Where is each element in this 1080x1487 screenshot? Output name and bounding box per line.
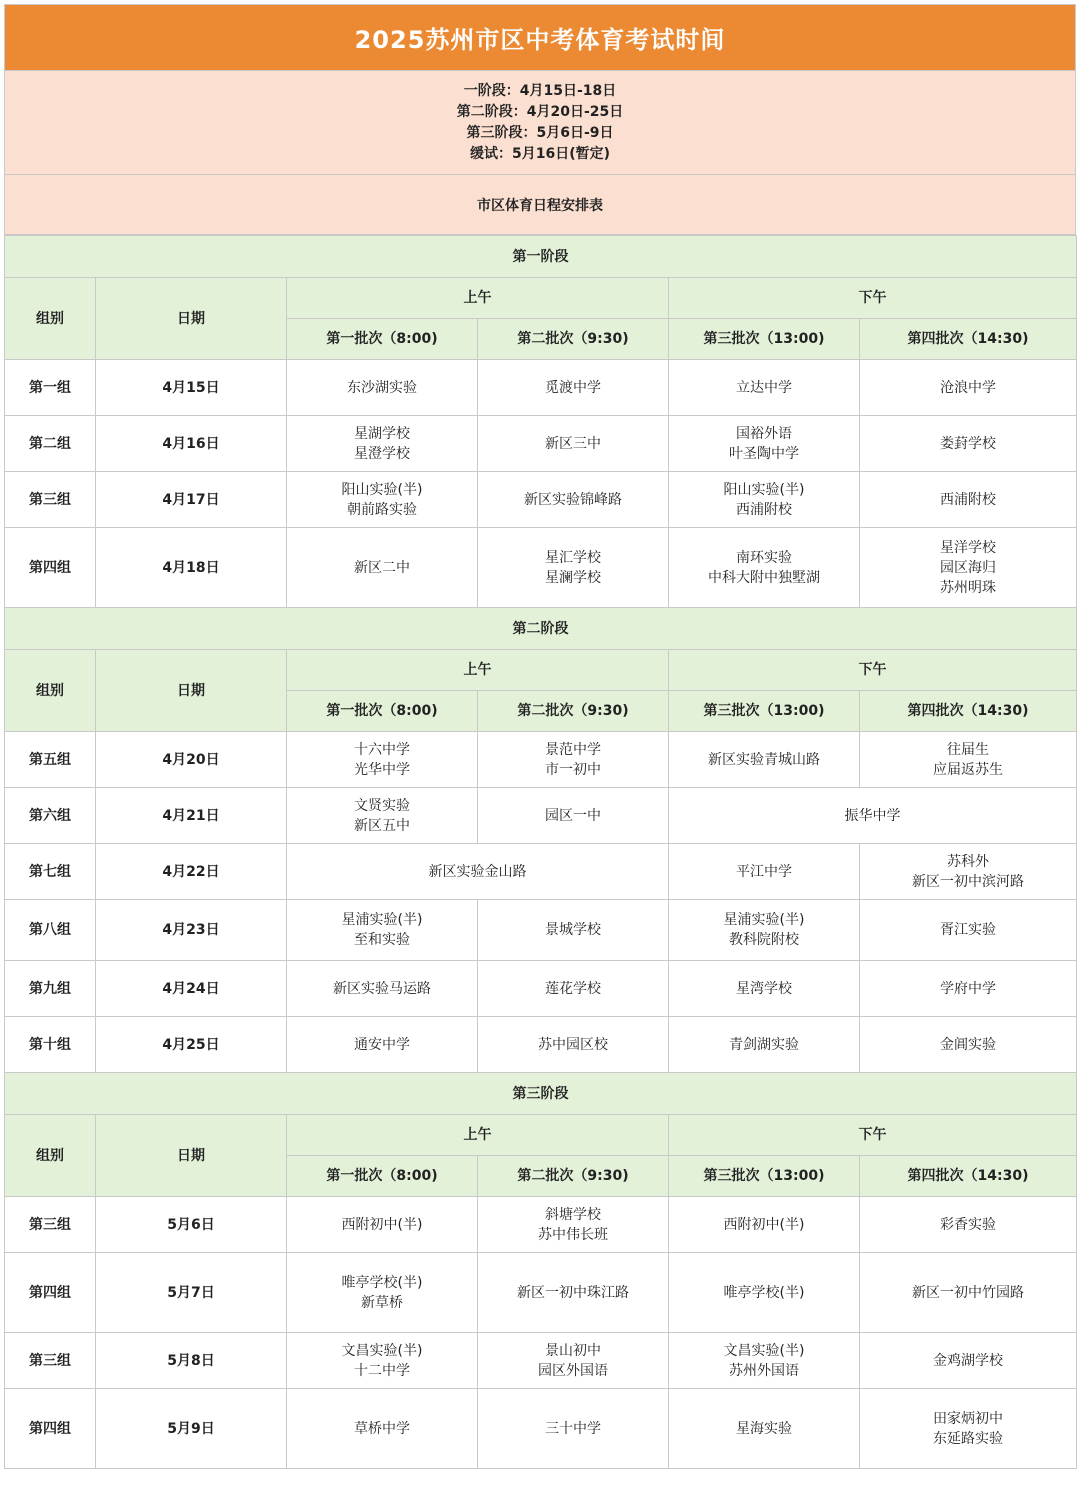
- school-cell: [860, 732, 1077, 788]
- school-cell: [669, 1017, 860, 1073]
- school-cell: [287, 1389, 478, 1469]
- school-cell: [287, 788, 478, 844]
- school-name: 文昌实验(半): [723, 1342, 805, 1359]
- school-cell: [669, 788, 1077, 844]
- school-name: 星浦实验(半): [723, 912, 805, 928]
- school-cell: [478, 1197, 669, 1253]
- school-cell: [860, 844, 1077, 900]
- batch-header: 第四批次（14:30): [860, 691, 1077, 732]
- school-cell: [669, 961, 860, 1017]
- phase-header-row: [5, 608, 1077, 650]
- batch-header: 第二批次（9:30): [478, 691, 669, 732]
- table-row: [5, 472, 1077, 528]
- school-name: 阳山实验(半): [341, 481, 423, 498]
- school-name: 文贤实验: [354, 797, 410, 814]
- school-cell: [287, 732, 478, 788]
- school-cell: [478, 732, 669, 788]
- school-name: 田家炳初中: [933, 1410, 1003, 1427]
- schedule-table: [4, 235, 1077, 1469]
- school-name: 胥江实验: [940, 922, 996, 938]
- school-cell: [669, 360, 860, 416]
- school-cell: [669, 1333, 860, 1389]
- school-name: 星湾学校: [736, 980, 792, 997]
- stage-date-line: 第二阶段：4月20日-25日: [456, 103, 624, 120]
- date-cell: 5月7日: [96, 1253, 287, 1333]
- school-name: 新区五中: [354, 817, 410, 834]
- school-cell: [860, 1197, 1077, 1253]
- school-name: 往届生: [947, 741, 989, 758]
- table-row: [5, 900, 1077, 961]
- afternoon-header: 下午: [669, 1115, 1077, 1156]
- school-name: 星湖学校: [354, 425, 410, 442]
- school-cell: [669, 416, 860, 472]
- batch-header: 第一批次（8:00): [287, 1156, 478, 1197]
- batch-header: 第一批次（8:00): [287, 691, 478, 732]
- group-header: 组别: [5, 1115, 96, 1197]
- school-cell: [478, 1017, 669, 1073]
- school-name: 三十中学: [545, 1420, 601, 1437]
- stage-date-line: 一阶段：4月15日-18日: [463, 82, 617, 99]
- school-cell: [287, 1253, 478, 1333]
- school-name: 莲花学校: [545, 980, 601, 997]
- school-name: 阳山实验(半): [723, 481, 805, 498]
- school-name: 至和实验: [354, 932, 410, 948]
- schedule-document: [4, 4, 1076, 1469]
- school-cell: [478, 1333, 669, 1389]
- school-name: 西浦附校: [940, 491, 996, 508]
- page-title: 2025苏州市区中考体育考试时间: [4, 4, 1076, 71]
- school-cell: [478, 961, 669, 1017]
- school-cell: [669, 1253, 860, 1333]
- date-header: 日期: [96, 1115, 287, 1197]
- phase-header-row: [5, 236, 1077, 278]
- table-row: [5, 1253, 1077, 1333]
- school-name: 景城学校: [545, 922, 601, 938]
- school-name: 东沙湖实验: [347, 379, 417, 396]
- school-cell: [478, 528, 669, 608]
- school-name: 通安中学: [354, 1036, 410, 1053]
- date-cell: 4月25日: [96, 1017, 287, 1073]
- school-name: 国裕外语: [736, 425, 792, 442]
- morning-header: 上午: [287, 278, 669, 319]
- stage-date-line: 缓试：5月16日(暂定): [469, 145, 611, 162]
- table-row: [5, 844, 1077, 900]
- school-name: 星浦实验(半): [341, 912, 423, 928]
- school-cell: [860, 1017, 1077, 1073]
- group-cell: 第九组: [5, 961, 96, 1017]
- school-cell: [287, 1333, 478, 1389]
- school-name: 平江中学: [736, 863, 792, 880]
- school-name: 新区实验锦峰路: [524, 491, 622, 508]
- date-cell: 5月8日: [96, 1333, 287, 1389]
- school-cell: [287, 844, 669, 900]
- school-name: 立达中学: [736, 379, 792, 396]
- school-name: 文昌实验(半): [341, 1342, 423, 1359]
- school-name: 娄葑学校: [940, 435, 996, 452]
- school-cell: [669, 900, 860, 961]
- school-cell: [478, 1389, 669, 1469]
- school-name: 沧浪中学: [940, 379, 996, 396]
- school-name: 苏中园区校: [538, 1036, 608, 1053]
- school-cell: [287, 900, 478, 961]
- school-name: 新草桥: [361, 1294, 403, 1311]
- date-cell: 4月16日: [96, 416, 287, 472]
- phase-title: 第三阶段: [5, 1073, 1077, 1115]
- school-name: 星澄学校: [354, 445, 410, 462]
- school-name: 应届返苏生: [933, 761, 1003, 778]
- school-name: 彩香实验: [940, 1216, 996, 1233]
- school-cell: [478, 1253, 669, 1333]
- school-cell: [860, 472, 1077, 528]
- date-cell: 5月6日: [96, 1197, 287, 1253]
- group-header: 组别: [5, 278, 96, 360]
- group-cell: 第三组: [5, 472, 96, 528]
- date-header: 日期: [96, 650, 287, 732]
- phase-header-row: [5, 1073, 1077, 1115]
- date-cell: 4月23日: [96, 900, 287, 961]
- school-name: 朝前路实验: [347, 501, 417, 518]
- school-name: 景山初中: [545, 1342, 601, 1359]
- group-cell: 第一组: [5, 360, 96, 416]
- date-cell: 4月18日: [96, 528, 287, 608]
- date-cell: 4月24日: [96, 961, 287, 1017]
- school-name: 星汇学校: [545, 549, 601, 566]
- school-name: 草桥中学: [354, 1420, 410, 1437]
- school-name: 金阊实验: [940, 1036, 996, 1053]
- group-cell: 第三组: [5, 1333, 96, 1389]
- school-cell: [860, 1333, 1077, 1389]
- group-cell: 第六组: [5, 788, 96, 844]
- batch-header: 第三批次（13:00): [669, 691, 860, 732]
- table-row: [5, 788, 1077, 844]
- morning-header: 上午: [287, 1115, 669, 1156]
- table-row: [5, 1389, 1077, 1469]
- school-cell: [860, 961, 1077, 1017]
- school-cell: [860, 1253, 1077, 1333]
- school-name: 市一初中: [545, 761, 601, 778]
- school-name: 新区一初中滨河路: [912, 873, 1024, 890]
- school-cell: [669, 1197, 860, 1253]
- school-name: 星洋学校: [940, 539, 996, 556]
- school-name: 觅渡中学: [545, 379, 601, 396]
- school-name: 新区实验金山路: [428, 863, 527, 880]
- group-header: 组别: [5, 650, 96, 732]
- group-cell: 第四组: [5, 1253, 96, 1333]
- school-name: 新区一初中竹园路: [912, 1284, 1024, 1301]
- school-cell: [478, 788, 669, 844]
- phase-title: 第一阶段: [5, 236, 1077, 278]
- school-cell: [860, 900, 1077, 961]
- batch-header: 第三批次（13:00): [669, 1156, 860, 1197]
- school-name: 新区一初中珠江路: [517, 1284, 629, 1301]
- stage-dates-info: [4, 71, 1076, 175]
- table-row: [5, 732, 1077, 788]
- school-name: 十六中学: [354, 741, 410, 758]
- school-name: 叶圣陶中学: [729, 445, 799, 462]
- school-cell: [669, 732, 860, 788]
- group-cell: 第五组: [5, 732, 96, 788]
- school-name: 新区实验青城山路: [708, 751, 820, 768]
- school-name: 西附初中(半): [723, 1216, 805, 1233]
- table-row: [5, 1333, 1077, 1389]
- school-name: 斜塘学校: [545, 1206, 601, 1223]
- date-cell: 4月17日: [96, 472, 287, 528]
- school-cell: [860, 416, 1077, 472]
- school-name: 中科大附中独墅湖: [708, 569, 820, 586]
- school-name: 唯亭学校(半): [723, 1284, 805, 1301]
- school-cell: [287, 528, 478, 608]
- morning-header: 上午: [287, 650, 669, 691]
- batch-header: 第四批次（14:30): [860, 319, 1077, 360]
- school-name: 园区海归: [940, 559, 996, 576]
- school-name: 南环实验: [736, 549, 792, 566]
- group-cell: 第二组: [5, 416, 96, 472]
- school-name: 东延路实验: [933, 1430, 1003, 1447]
- school-name: 光华中学: [354, 761, 410, 778]
- school-cell: [478, 416, 669, 472]
- school-name: 新区实验马运路: [333, 980, 431, 997]
- school-cell: [287, 1017, 478, 1073]
- table-row: [5, 961, 1077, 1017]
- school-cell: [669, 844, 860, 900]
- group-cell: 第十组: [5, 1017, 96, 1073]
- school-name: 苏科外: [947, 853, 989, 870]
- school-cell: [669, 472, 860, 528]
- school-name: 青剑湖实验: [729, 1036, 799, 1053]
- school-cell: [860, 1389, 1077, 1469]
- group-cell: 第三组: [5, 1197, 96, 1253]
- school-cell: [478, 360, 669, 416]
- table-row: [5, 416, 1077, 472]
- afternoon-header: 下午: [669, 278, 1077, 319]
- table-row: [5, 1197, 1077, 1253]
- school-name: 苏中伟长班: [538, 1226, 608, 1243]
- school-name: 学府中学: [940, 980, 996, 997]
- school-name: 振华中学: [844, 807, 901, 824]
- school-name: 星澜学校: [545, 569, 601, 586]
- date-cell: 4月21日: [96, 788, 287, 844]
- batch-header: 第一批次（8:00): [287, 319, 478, 360]
- group-cell: 第八组: [5, 900, 96, 961]
- table-row: [5, 360, 1077, 416]
- date-header: 日期: [96, 278, 287, 360]
- batch-header: 第四批次（14:30): [860, 1156, 1077, 1197]
- school-name: 教科院附校: [729, 932, 799, 948]
- school-cell: [669, 528, 860, 608]
- school-name: 金鸡湖学校: [933, 1352, 1003, 1369]
- batch-header: 第三批次（13:00): [669, 319, 860, 360]
- column-header-row: [5, 1115, 1077, 1156]
- school-cell: [669, 1389, 860, 1469]
- school-cell: [860, 528, 1077, 608]
- school-cell: [287, 360, 478, 416]
- school-cell: [287, 472, 478, 528]
- date-cell: 4月15日: [96, 360, 287, 416]
- date-cell: 4月20日: [96, 732, 287, 788]
- stage-date-line: 第三阶段：5月6日-9日: [466, 124, 614, 141]
- afternoon-header: 下午: [669, 650, 1077, 691]
- date-cell: 4月22日: [96, 844, 287, 900]
- school-name: 苏州外国语: [729, 1362, 799, 1379]
- school-cell: [287, 961, 478, 1017]
- school-cell: [860, 360, 1077, 416]
- school-name: 景范中学: [545, 741, 601, 758]
- column-header-row: [5, 650, 1077, 691]
- school-name: 西附初中(半): [341, 1216, 423, 1233]
- school-cell: [478, 900, 669, 961]
- group-cell: 第四组: [5, 1389, 96, 1469]
- school-name: 新区三中: [545, 435, 601, 452]
- school-name: 唯亭学校(半): [341, 1274, 423, 1291]
- group-cell: 第四组: [5, 528, 96, 608]
- batch-header: 第二批次（9:30): [478, 1156, 669, 1197]
- schedule-subtitle: 市区体育日程安排表: [4, 175, 1076, 235]
- school-name: 新区二中: [354, 559, 410, 576]
- school-name: 星海实验: [736, 1420, 792, 1437]
- school-name: 十二中学: [354, 1362, 410, 1379]
- batch-header: 第二批次（9:30): [478, 319, 669, 360]
- phase-title: 第二阶段: [5, 608, 1077, 650]
- school-cell: [287, 416, 478, 472]
- table-row: [5, 528, 1077, 608]
- school-name: 苏州明珠: [940, 579, 996, 596]
- table-row: [5, 1017, 1077, 1073]
- group-cell: 第七组: [5, 844, 96, 900]
- school-name: 园区一中: [545, 807, 601, 824]
- school-cell: [478, 472, 669, 528]
- school-cell: [287, 1197, 478, 1253]
- date-cell: 5月9日: [96, 1389, 287, 1469]
- column-header-row: [5, 278, 1077, 319]
- school-name: 园区外国语: [538, 1362, 608, 1379]
- school-name: 西浦附校: [736, 501, 792, 518]
